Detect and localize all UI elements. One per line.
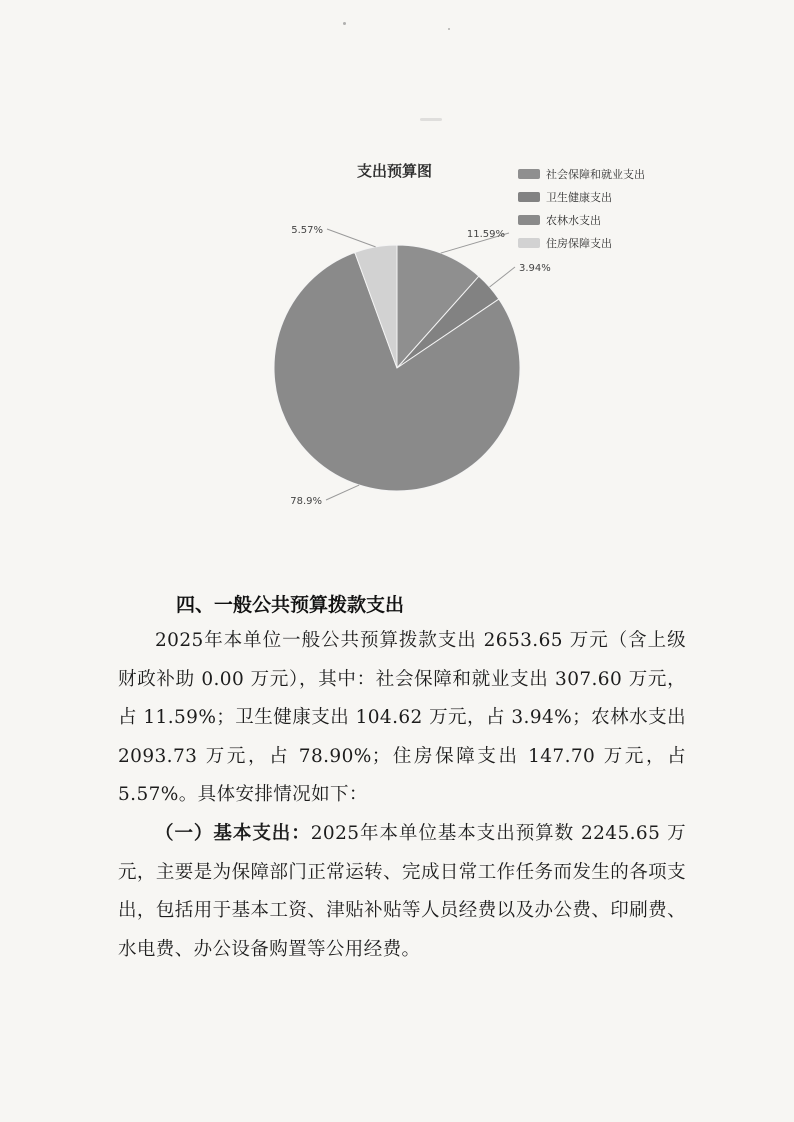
body-text bbox=[118, 622, 686, 969]
pie-data-label: 3.94% bbox=[519, 263, 551, 274]
paragraph-text: 2025年本单位基本支出预算数 2245.65 万元，主要是为保障部门正常运转、完成日常工作任务而发生的各项支出，包括用于基本工资、津贴补贴等人员经费以及办公费、印刷费、水电费、办公设备购置等公用经费。 bbox=[118, 822, 686, 960]
legend-label: 社会保障和就业支出 bbox=[546, 167, 645, 181]
legend-label: 卫生健康支出 bbox=[546, 190, 612, 204]
leader-line bbox=[326, 485, 359, 500]
pie-data-label: 78.9% bbox=[290, 496, 322, 507]
leader-line bbox=[490, 267, 515, 287]
paragraph-lead: （一）基本支出： bbox=[155, 822, 311, 844]
chart-title: 支出预算图 bbox=[357, 162, 433, 180]
legend-label: 农林水支出 bbox=[546, 213, 601, 227]
leader-line bbox=[327, 229, 376, 247]
pie-data-label: 11.59% bbox=[466, 229, 505, 240]
section-heading: 四、一般公共预算拨款支出 bbox=[176, 594, 405, 616]
paragraph-expenditure-summary: 2025年本单位一般公共预算拨款支出 2653.65 万元（含上级财政补助 0.00 万元），其中：社会保障和就业支出 307.60 万元，占 11.59%；卫生健康支出 104.62 万元，占 3.94%；农林水支出 2093.73 万元，占 78.90%；住房保障支出 147.70 万元，占 5.57%。具体安排情况如下： bbox=[118, 630, 686, 806]
legend-label: 住房保障支出 bbox=[546, 236, 612, 250]
pie-data-label: 5.57% bbox=[291, 225, 323, 236]
paragraph-basic-expenditure bbox=[118, 815, 686, 969]
pie-chart bbox=[0, 0, 794, 560]
